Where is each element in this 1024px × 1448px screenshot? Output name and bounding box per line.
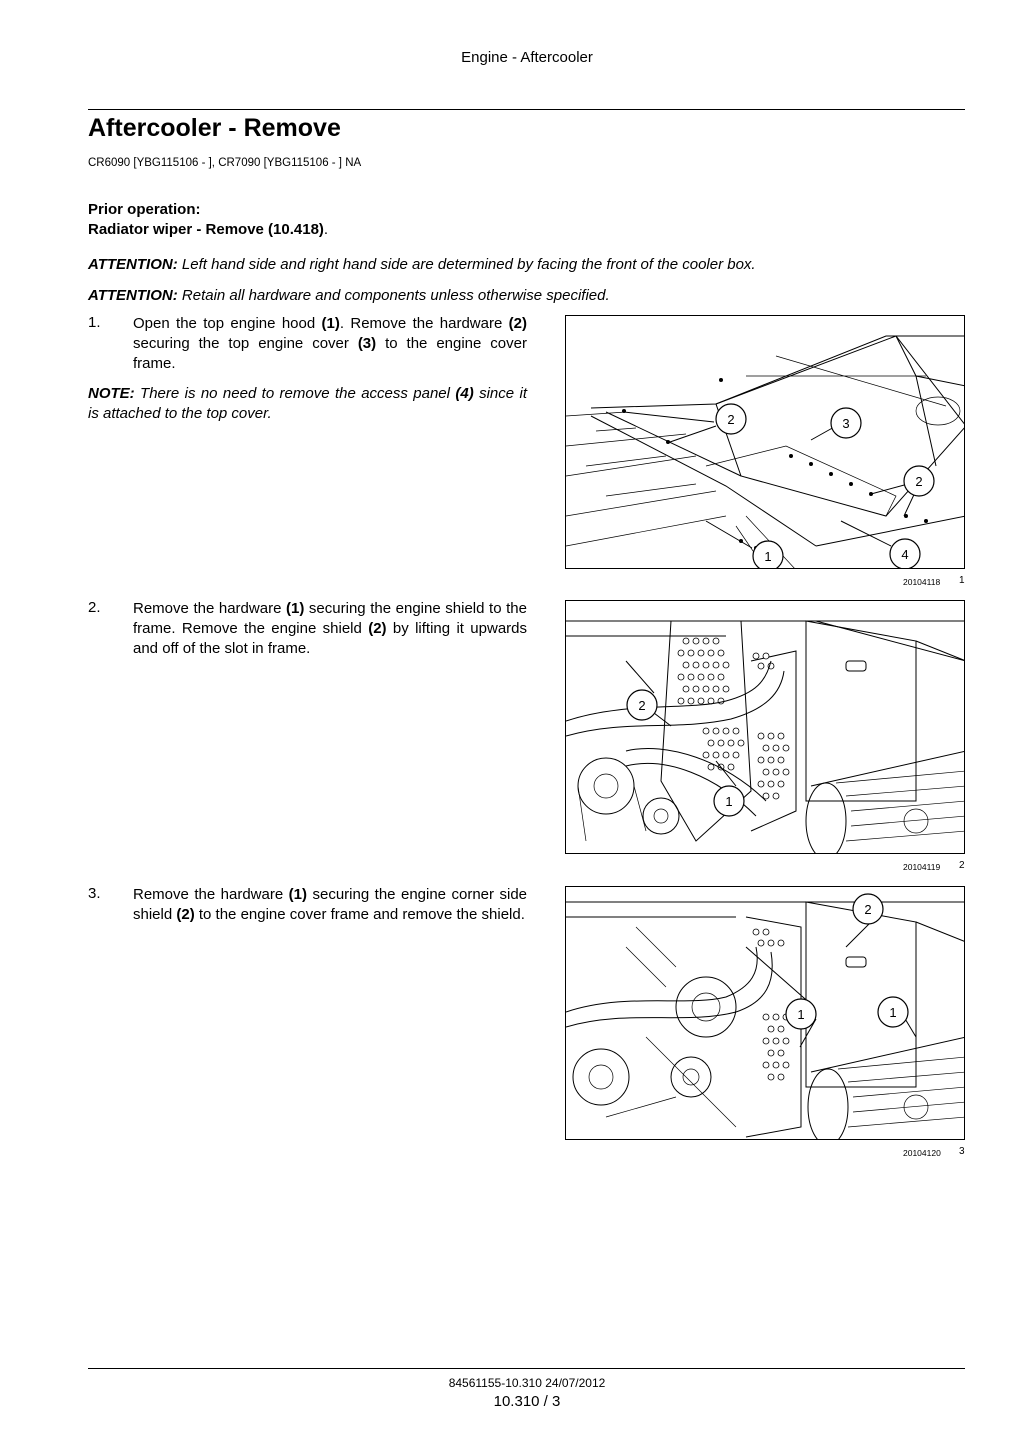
figure-id: 20104118 [903, 577, 941, 587]
figure-number: 1 [959, 575, 965, 586]
step-number: 3. [88, 885, 101, 902]
figure-number: 3 [959, 1146, 965, 1157]
svg-text:2: 2 [915, 474, 923, 489]
prior-operation-link[interactable]: Radiator wiper - Remove (10.418) [88, 221, 324, 238]
step-1-text: Open the top engine hood (1). Remove the hardware (2) securing the top engine cover (3) to the engine cover frame. [133, 315, 527, 372]
figure-2-illustration [565, 600, 965, 854]
svg-text:4: 4 [901, 547, 909, 562]
callout-4 [890, 539, 920, 569]
figure-1-illustration [565, 315, 965, 569]
prior-operation-label: Prior operation: [88, 201, 201, 218]
svg-text:3: 3 [842, 416, 850, 431]
header-rule [88, 109, 965, 110]
callout-1 [878, 997, 908, 1027]
note: NOTE: There is no need to remove the access panel (4) since it is attached to the top cover. [88, 385, 527, 422]
attention-label: ATTENTION: [88, 287, 178, 304]
page-title: Aftercooler - Remove [88, 114, 341, 142]
figure-number: 2 [959, 860, 965, 871]
callout-2 [716, 404, 746, 434]
footer-doc-ref: 84561155-10.310 24/07/2012 [448, 1376, 606, 1390]
figure-id: 20104119 [903, 862, 941, 872]
svg-text:1: 1 [889, 1005, 897, 1020]
attention-text: Retain all hardware and components unless otherwise specified. [181, 287, 610, 304]
callout-3 [831, 408, 861, 438]
attention-1 [88, 256, 756, 273]
svg-text:2: 2 [864, 902, 872, 917]
running-header: Engine - Aftercooler [461, 49, 593, 66]
model-applicability: CR6090 [YBG115106 - ], CR7090 [YBG115106 - ] NA [88, 157, 362, 169]
callout-1 [714, 786, 744, 816]
note-label: NOTE: [88, 385, 135, 402]
page-number: 10.310 / 3 [493, 1393, 561, 1410]
prior-operation [88, 200, 328, 240]
callout-1 [786, 999, 816, 1029]
footer-rule [88, 1368, 965, 1369]
svg-text:2: 2 [638, 698, 646, 713]
callout-2 [904, 466, 934, 496]
callout-1 [753, 541, 783, 569]
svg-text:1: 1 [725, 794, 733, 809]
callout-2 [627, 690, 657, 720]
svg-text:1: 1 [797, 1007, 805, 1022]
step-number: 2. [88, 599, 101, 616]
attention-text: Left hand side and right hand side are determined by facing the front of the cooler box. [181, 256, 756, 273]
attention-label: ATTENTION: [88, 256, 178, 273]
attention-2 [88, 287, 610, 304]
figure-id: 20104120 [903, 1148, 941, 1158]
step-3-text: Remove the hardware (1) securing the engine corner side shield (2) to the engine cover frame and remove the shield. [133, 886, 528, 923]
svg-text:1: 1 [764, 549, 772, 564]
svg-text:2: 2 [727, 412, 735, 427]
callout-2 [853, 894, 883, 924]
step-number: 1. [88, 314, 101, 331]
figure-3-illustration [565, 886, 965, 1140]
prior-operation-suffix: . [323, 221, 329, 238]
step-2-text: Remove the hardware (1) securing the engine shield to the frame. Remove the engine shield (2) by lifting it upwards and off of the slot in frame. [133, 600, 527, 657]
